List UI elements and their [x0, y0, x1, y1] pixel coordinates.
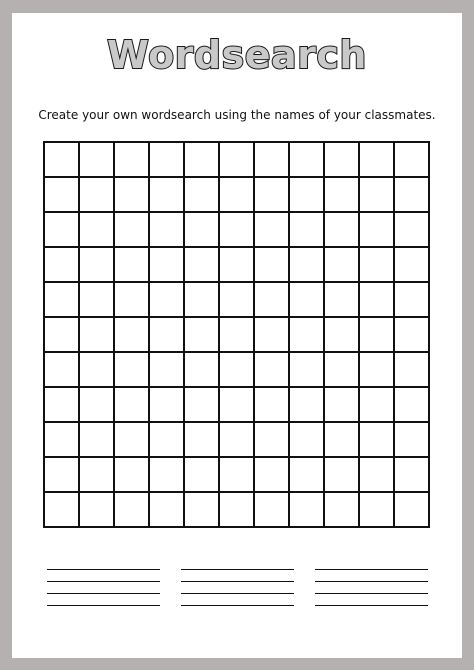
answer-lines [47, 569, 428, 639]
grid-cell [45, 423, 80, 458]
grid-cell [360, 248, 395, 283]
grid-cell [80, 388, 115, 423]
grid-cell [325, 458, 360, 493]
grid-cell [395, 213, 430, 248]
grid-cell [360, 388, 395, 423]
grid-cell [360, 318, 395, 353]
answer-line [181, 581, 294, 582]
grid-cell [80, 178, 115, 213]
grid-cell [45, 353, 80, 388]
grid-cell [255, 318, 290, 353]
grid-cell [255, 458, 290, 493]
grid-cell [80, 143, 115, 178]
grid-cell [290, 283, 325, 318]
grid-cell [115, 213, 150, 248]
grid-cell [45, 213, 80, 248]
grid-cell [45, 178, 80, 213]
answer-line [315, 569, 428, 570]
grid-cell [80, 213, 115, 248]
answer-line [47, 593, 160, 594]
grid-cell [115, 388, 150, 423]
grid-cell [360, 493, 395, 528]
grid-cell [45, 388, 80, 423]
grid-cell [80, 318, 115, 353]
worksheet-page [12, 13, 462, 658]
grid-cell [150, 318, 185, 353]
grid-cell [360, 423, 395, 458]
grid-cell [115, 283, 150, 318]
grid-cell [150, 458, 185, 493]
grid-cell [45, 283, 80, 318]
grid-cell [395, 178, 430, 213]
answer-line [181, 605, 294, 606]
grid-cell [220, 248, 255, 283]
grid-cell [360, 458, 395, 493]
grid-cell [80, 458, 115, 493]
grid-cell [325, 388, 360, 423]
grid-cell [220, 213, 255, 248]
grid-cell [290, 178, 325, 213]
grid-cell [115, 143, 150, 178]
grid-cell [255, 423, 290, 458]
grid-cell [290, 353, 325, 388]
grid-cell [150, 178, 185, 213]
grid-cell [45, 318, 80, 353]
grid-cell [220, 178, 255, 213]
grid-cell [325, 248, 360, 283]
grid-cell [185, 213, 220, 248]
instructions-text: Create your own wordsearch using the names of your classmates. [38, 108, 436, 122]
grid-cell [150, 423, 185, 458]
grid-cell [360, 353, 395, 388]
grid-cell [220, 318, 255, 353]
grid-cell [360, 283, 395, 318]
grid-cell [290, 493, 325, 528]
grid-cell [220, 353, 255, 388]
grid-cell [150, 388, 185, 423]
grid-cell [115, 493, 150, 528]
grid-cell [325, 493, 360, 528]
grid-cell [185, 143, 220, 178]
grid-cell [45, 458, 80, 493]
grid-cell [325, 143, 360, 178]
grid-cell [185, 458, 220, 493]
grid-cell [325, 178, 360, 213]
grid-cell [360, 213, 395, 248]
grid-cell [395, 318, 430, 353]
answer-line [315, 581, 428, 582]
grid-cell [150, 248, 185, 283]
grid-cell [80, 493, 115, 528]
grid-cell [115, 178, 150, 213]
answer-line [181, 593, 294, 594]
grid-cell [185, 178, 220, 213]
answer-line [47, 605, 160, 606]
grid-cell [80, 423, 115, 458]
grid-cell [115, 423, 150, 458]
grid-cell [255, 143, 290, 178]
grid-cell [150, 283, 185, 318]
grid-cell [255, 353, 290, 388]
grid-cell [290, 213, 325, 248]
grid-cell [150, 493, 185, 528]
grid-cell [290, 318, 325, 353]
grid-cell [255, 283, 290, 318]
answer-line [47, 569, 160, 570]
grid-cell [220, 388, 255, 423]
grid-cell [255, 213, 290, 248]
grid-cell [185, 353, 220, 388]
grid-cell [395, 353, 430, 388]
grid-cell [115, 353, 150, 388]
grid-cell [220, 143, 255, 178]
grid-cell [325, 283, 360, 318]
grid-cell [185, 248, 220, 283]
grid-cell [45, 143, 80, 178]
grid-cell [220, 283, 255, 318]
answer-line [315, 605, 428, 606]
grid-cell [45, 493, 80, 528]
grid-cell [325, 353, 360, 388]
grid-cell [290, 388, 325, 423]
grid-cell [255, 248, 290, 283]
grid-cell [80, 248, 115, 283]
grid-cell [80, 353, 115, 388]
grid-cell [255, 493, 290, 528]
grid-cell [185, 318, 220, 353]
grid-cell [220, 458, 255, 493]
grid-cell [115, 248, 150, 283]
grid-cell [115, 318, 150, 353]
grid-cell [185, 493, 220, 528]
grid-cell [45, 248, 80, 283]
grid-cell [220, 423, 255, 458]
grid-cell [395, 493, 430, 528]
wordsearch-grid [43, 141, 430, 528]
grid-cell [150, 353, 185, 388]
grid-cell [150, 213, 185, 248]
grid-cell [395, 283, 430, 318]
grid-cell [290, 458, 325, 493]
grid-cell [80, 283, 115, 318]
grid-cell [185, 388, 220, 423]
grid-cell [325, 213, 360, 248]
answer-line [47, 581, 160, 582]
grid-cell [395, 388, 430, 423]
grid-cell [255, 388, 290, 423]
grid-cell [395, 458, 430, 493]
answer-line [181, 569, 294, 570]
grid-cell [395, 143, 430, 178]
grid-cell [290, 248, 325, 283]
answer-line [315, 593, 428, 594]
grid-cell [325, 318, 360, 353]
grid-cell [360, 143, 395, 178]
grid-cell [185, 423, 220, 458]
grid-cell [255, 178, 290, 213]
grid-cell [220, 493, 255, 528]
grid-cell [325, 423, 360, 458]
grid-cell [395, 423, 430, 458]
grid-cell [150, 143, 185, 178]
grid-cell [115, 458, 150, 493]
page-title: Wordsearch [107, 33, 367, 77]
grid-cell [290, 143, 325, 178]
grid-cell [395, 248, 430, 283]
grid-cell [185, 283, 220, 318]
grid-cell [360, 178, 395, 213]
grid-cell [290, 423, 325, 458]
